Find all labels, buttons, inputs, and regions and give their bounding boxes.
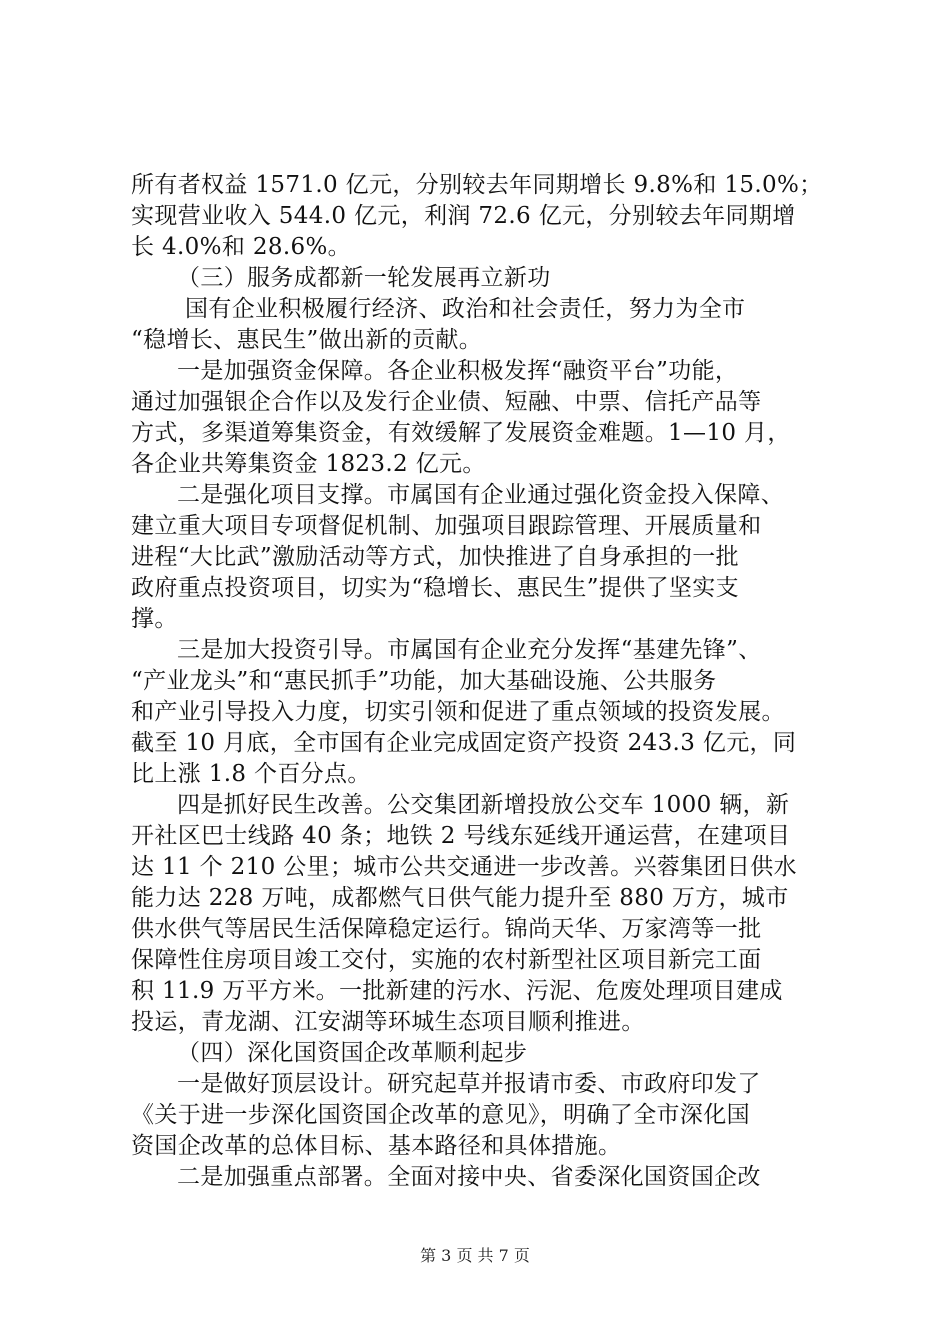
text-line: 和产业引导投入力度，切实引领和促进了重点领域的投资发展。 <box>131 699 785 725</box>
text-line: 保障性住房项目竣工交付，实施的农村新型社区项目新完工面 <box>131 947 762 973</box>
text-line: 开社区巴士线路 40 条；地铁 2 号线东延线开通运营，在建项目 <box>131 823 791 849</box>
text-line: 二是加强重点部署。全面对接中央、省委深化国资国企改 <box>177 1164 761 1190</box>
document-body <box>131 170 851 1193</box>
text-line: 各企业共筹集资金 1823.2 亿元。 <box>131 451 486 477</box>
text-line: 政府重点投资项目，切实为“稳增长、惠民生”提供了坚实支 <box>131 575 739 601</box>
text-line: 供水供气等居民生活保障稳定运行。锦尚天华、万家湾等一批 <box>131 916 762 942</box>
text-line: 截至 10 月底，全市国有企业完成固定资产投资 243.3 亿元，同 <box>131 730 797 756</box>
page-footer: 第 3 页 共 7 页 <box>420 1246 530 1265</box>
text-line: 实现营业收入 544.0 亿元，利润 72.6 亿元，分别较去年同期增 <box>131 203 796 229</box>
text-line: 所有者权益 1571.0 亿元，分别较去年同期增长 9.8%和 15.0%； <box>131 172 823 198</box>
text-line: （三）服务成都新一轮发展再立新功 <box>177 265 551 291</box>
text-line: 四是抓好民生改善。公交集团新增投放公交车 1000 辆，新 <box>177 792 790 818</box>
text-line: 《关于进一步深化国资国企改革的意见》，明确了全市深化国 <box>131 1102 750 1128</box>
text-line: 三是加大投资引导。市属国有企业充分发挥“基建先锋”、 <box>177 637 762 663</box>
text-line: 长 4.0%和 28.6%。 <box>131 234 352 260</box>
text-line: 二是强化项目支撑。市属国有企业通过强化资金投入保障、 <box>177 482 785 508</box>
text-line: 资国企改革的总体目标、基本路径和具体措施。 <box>131 1133 622 1159</box>
text-line: 达 11 个 210 公里；城市公共交通进一步改善。兴蓉集团日供水 <box>131 854 797 880</box>
text-line: 投运，青龙湖、江安湖等环城生态项目顺利推进。 <box>131 1009 645 1035</box>
text-line: 积 11.9 万平方米。一批新建的污水、污泥、危废处理项目建成 <box>131 978 783 1004</box>
text-line: （四）深化国资国企改革顺利起步 <box>177 1040 528 1066</box>
text-line: 一是做好顶层设计。研究起草并报请市委、市政府印发了 <box>177 1071 761 1097</box>
text-line: 能力达 228 万吨，成都燃气日供气能力提升至 880 万方，城市 <box>131 885 789 911</box>
text-line: “产业龙头”和“惠民抓手”功能，加大基础设施、公共服务 <box>131 668 717 694</box>
text-line: 方式，多渠道筹集资金，有效缓解了发展资金难题。1—10 月， <box>131 420 791 446</box>
text-line: 建立重大项目专项督促机制、加强项目跟踪管理、开展质量和 <box>131 513 762 539</box>
text-line: 撑。 <box>131 606 178 632</box>
text-line: 比上涨 1.8 个百分点。 <box>131 761 371 787</box>
text-line: “稳增长、惠民生”做出新的贡献。 <box>131 327 483 353</box>
text-line: 进程“大比武”激励活动等方式，加快推进了自身承担的一批 <box>131 544 739 570</box>
text-line: 通过加强银企合作以及发行企业债、短融、中票、信托产品等 <box>131 389 762 415</box>
text-line: 一是加强资金保障。各企业积极发挥“融资平台”功能， <box>177 358 739 384</box>
text-line: 国有企业积极履行经济、政治和社会责任，努力为全市 <box>185 296 746 322</box>
